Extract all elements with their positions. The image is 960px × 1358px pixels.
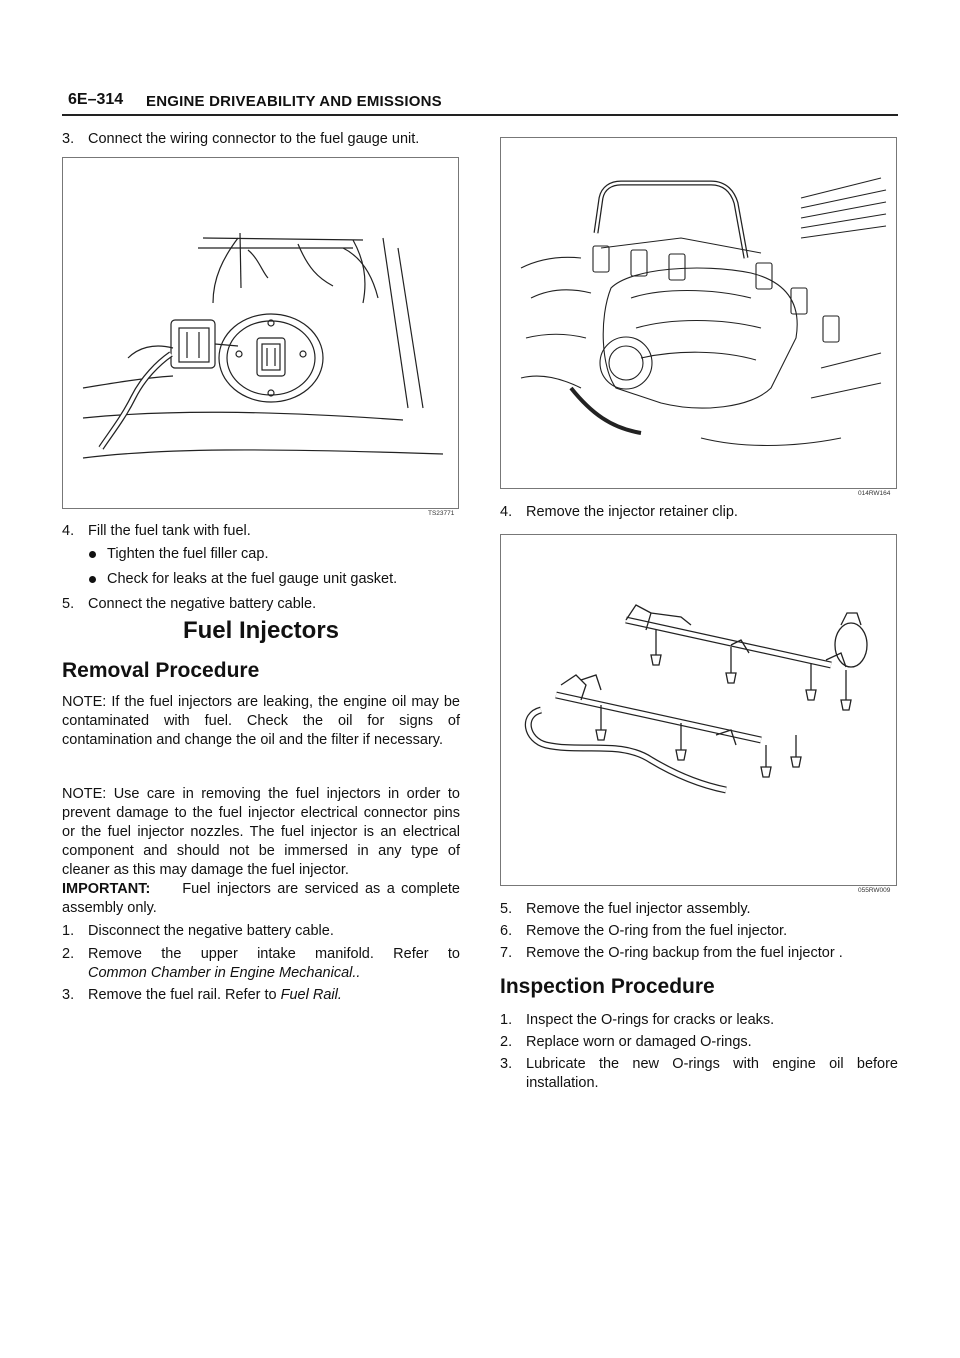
figure-3-caption: 055RW009 — [858, 887, 891, 894]
step-text: Disconnect the negative battery cable. — [88, 923, 334, 939]
step-text-continued: installation. — [526, 1075, 599, 1091]
step-text: Remove the fuel injector assembly. — [526, 901, 751, 917]
figure-fuel-rail — [500, 534, 897, 886]
important-text: Fuel injectors are serviced as a complete assembly only. — [62, 881, 460, 916]
inspection-step-3 — [500, 1055, 900, 1095]
inspection-title: Inspection Procedure — [500, 975, 715, 998]
cross-reference: Fuel Rail. — [280, 987, 342, 1003]
step-text: Remove the O-ring from the fuel injector. — [526, 923, 788, 939]
step-number: 4. — [62, 523, 75, 539]
figure-1-caption: TS23771 — [428, 510, 455, 517]
figure-2-caption: 014RW164 — [858, 490, 891, 497]
step-number: 5. — [62, 596, 75, 612]
page-number: 6E–314 — [68, 91, 124, 108]
step-number: 3. — [500, 1056, 513, 1072]
fuel-gauge-illustration — [63, 158, 458, 508]
removal-step-2 — [62, 945, 462, 985]
step-text: Replace worn or damaged O-rings. — [526, 1034, 752, 1050]
header-rule — [62, 114, 898, 116]
step-text: Connect the wiring connector to the fuel gauge unit. — [88, 131, 420, 147]
step-text: Remove the upper intake manifold. Refer to — [88, 946, 460, 962]
figure-fuel-gauge-unit — [62, 157, 459, 509]
step-number: 1. — [62, 923, 75, 939]
step-number: 3. — [62, 987, 75, 1003]
figure-intake-manifold — [500, 137, 897, 489]
important-note — [62, 880, 460, 918]
step-text: Remove the O-ring backup from the fuel injector . — [526, 945, 843, 961]
step-number: 6. — [500, 923, 513, 939]
important-label: IMPORTANT: — [62, 881, 151, 897]
step-text: Inspect the O-rings for cracks or leaks. — [526, 1012, 775, 1028]
step-number: 4. — [500, 504, 513, 520]
note-2: NOTE: Use care in removing the fuel injectors in order to prevent damage to the fuel injector electrical connector pins or the fuel injector nozzles. The fuel injector is an electrical component and should not be immersed in any type of cleaner as this may damage the fuel injector. — [62, 786, 460, 878]
step-number: 7. — [500, 945, 513, 961]
bullet-dot — [89, 551, 96, 558]
page-header-title: ENGINE DRIVEABILITY AND EMISSIONS — [146, 93, 442, 110]
bullet-text: Tighten the fuel filler cap. — [107, 546, 269, 562]
bullet-dot — [89, 576, 96, 583]
step-text: Connect the negative battery cable. — [88, 596, 317, 612]
step-text — [88, 986, 342, 1005]
intake-manifold-illustration — [501, 138, 896, 488]
note-1: NOTE: If the fuel injectors are leaking, the engine oil may be contaminated with fuel. Check the oil for signs of contamination and change the oil and the filter if necessary. — [62, 694, 460, 748]
step-text: Lubricate the new O-rings with engine oil before — [526, 1056, 898, 1072]
fuel-rail-illustration — [501, 535, 896, 885]
section-title: Fuel Injectors — [182, 617, 340, 644]
step-text-main: Remove the fuel rail. Refer to — [88, 987, 281, 1003]
step-number: 2. — [500, 1034, 513, 1050]
step-text: Remove the injector retainer clip. — [526, 504, 738, 520]
step-number: 5. — [500, 901, 513, 917]
step-text: Fill the fuel tank with fuel. — [88, 523, 251, 539]
subsection-title: Removal Procedure — [62, 659, 260, 682]
step-number: 1. — [500, 1012, 513, 1028]
step-number: 3. — [62, 131, 75, 147]
step-number: 2. — [62, 946, 75, 962]
cross-reference: Common Chamber in Engine Mechanical.. — [88, 965, 361, 981]
bullet-text: Check for leaks at the fuel gauge unit gasket. — [107, 571, 398, 587]
